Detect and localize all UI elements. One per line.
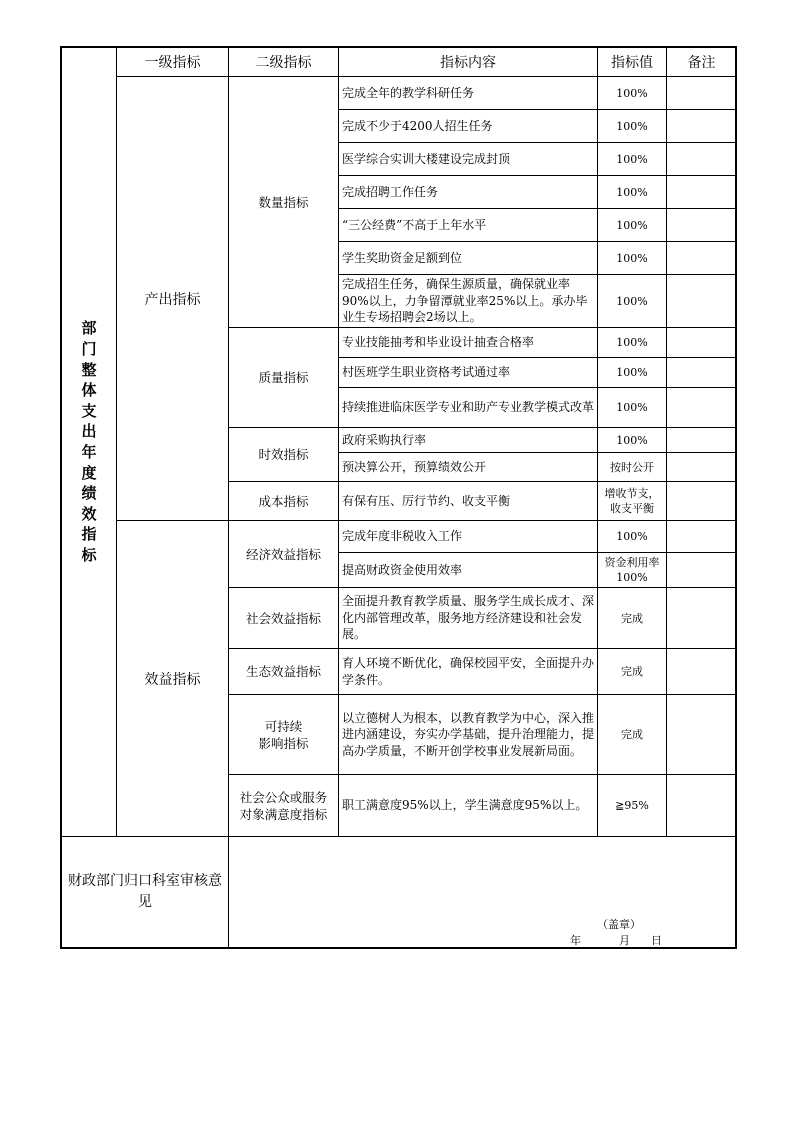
row-content: 完成招聘工作任务 (342, 184, 439, 199)
level2-cost: 成本指标 (258, 493, 309, 509)
row-content: 全面提升教育教学质量、服务学生成长成才、深化内部管理改革，服务地方经济建设和社会发展。 (342, 594, 595, 642)
row-content: 预决算公开，预算绩效公开 (342, 459, 487, 474)
level2-sustainable: 可持续 影响指标 (258, 718, 309, 751)
header-content: 指标内容 (440, 55, 496, 71)
row-value: 100% (616, 401, 648, 414)
row-content: 以立德树人为根本，以教育教学为中心，深入推进内涵建设，夯实办学基础，提升治理能力，提高办学质量，不断开创学校事业发展新局面。 (342, 710, 595, 758)
seal-label: （盖章） (597, 918, 641, 931)
row-content: 完成全年的教学科研任务 (342, 85, 475, 100)
header-level1: 一级指标 (144, 55, 201, 71)
header-value: 指标值 (611, 55, 653, 71)
row-value: 100% (616, 185, 648, 199)
row-value: 100% (616, 119, 648, 133)
row-content: 提高财政资金使用效率 (342, 562, 463, 577)
row-value: 100% (616, 152, 648, 166)
row-value: 完成 (621, 728, 643, 741)
date-month: 月 (619, 934, 630, 947)
row-content: 完成不少于4200人招生任务 (342, 118, 493, 133)
row-value: ≧95% (615, 799, 649, 812)
row-value: 完成 (621, 665, 643, 678)
review-signature-area (229, 837, 736, 947)
row-content: 有保有压、厉行节约、收支平衡 (342, 493, 511, 508)
row-value: 100% (616, 251, 648, 265)
row-value: 100% (616, 336, 648, 349)
row-value: 按时公开 (610, 460, 654, 474)
row-value: 100% (616, 86, 648, 100)
row-value: 100% (616, 218, 648, 232)
level2-quantity: 数量指标 (258, 194, 309, 210)
header-level2: 二级指标 (255, 55, 312, 71)
level2-ecological: 生态效益指标 (245, 664, 321, 679)
date-year: 年 (570, 934, 581, 947)
row-value: 增收节支，收支平衡 (604, 487, 660, 515)
row-content: 村医班学生职业资格考试通过率 (342, 365, 511, 380)
level2-economic: 经济效益指标 (245, 546, 321, 562)
row-content: 育人环境不断优化，确保校园平安，全面提升办学条件。 (342, 656, 595, 687)
header-remark: 备注 (687, 55, 716, 71)
side-title: 部门整体支出年度绩效指标 (81, 319, 97, 564)
row-value: 100% (616, 530, 648, 543)
level2-social: 社会效益指标 (245, 610, 321, 626)
level1-output: 产出指标 (144, 291, 201, 308)
row-content: 政府采购执行率 (342, 432, 427, 447)
review-label: 财政部门归口科室审核意见 (68, 873, 222, 910)
level2-quality: 质量指标 (258, 370, 309, 385)
date-day: 日 (651, 934, 662, 947)
level2-satisfaction: 社会公众或服务 对象满意度指标 (239, 789, 328, 822)
level2-timeliness: 时效指标 (258, 447, 309, 462)
row-value: 100% (616, 433, 648, 447)
row-content: “三公经费”不高于上年水平 (342, 217, 487, 232)
row-value: 100% (616, 366, 648, 379)
level1-benefit: 效益指标 (144, 671, 201, 688)
row-content: 学生奖助资金足额到位 (342, 250, 463, 265)
side-title-cell (62, 48, 116, 836)
row-content: 职工满意度95%以上，学生满意度95%以上。 (342, 798, 588, 813)
row-value: 完成 (621, 611, 643, 625)
row-value: 100% (616, 294, 648, 308)
performance-table (60, 46, 737, 949)
row-content: 持续推进临床医学专业和助产专业教学模式改革 (342, 400, 595, 415)
row-content: 完成招生任务，确保生源质量，确保就业率90%以上，力争留潭就业率25%以上。承办毕业生专场招聘会2场以上。 (342, 277, 588, 325)
row-value: 资金利用率100% (604, 556, 660, 584)
row-content: 专业技能抽考和毕业设计抽查合格率 (342, 335, 535, 350)
row-content: 完成年度非税收入工作 (342, 529, 463, 544)
row-content: 医学综合实训大楼建设完成封顶 (342, 151, 511, 166)
